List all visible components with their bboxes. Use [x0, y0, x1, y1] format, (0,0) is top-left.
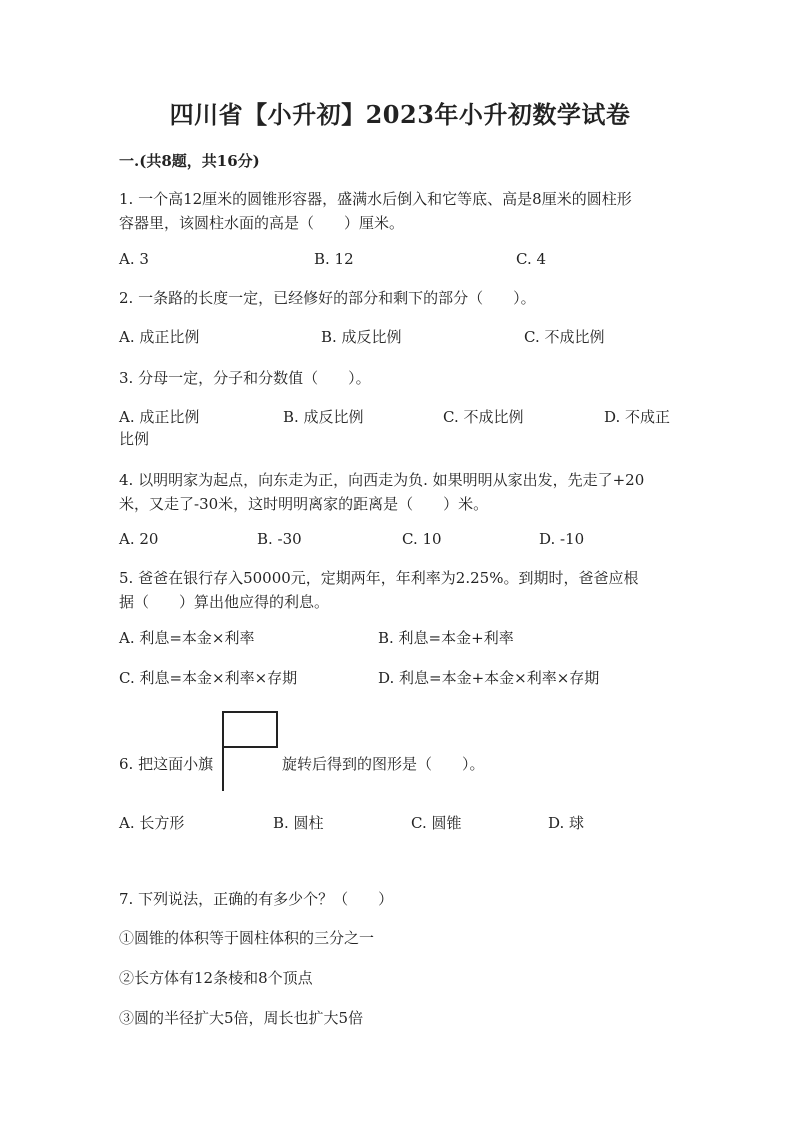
question-5 — [119, 566, 689, 614]
section-heading: 一.(共8题，共16分) — [119, 152, 260, 170]
q6-option-d: D. 球 — [548, 814, 585, 832]
q2-option-c: C. 不成比例 — [524, 328, 605, 346]
q2-option-a: A. 成正比例 — [119, 328, 200, 346]
question-6-prefix: 6. 把这面小旗 — [119, 755, 214, 773]
q1-option-b: B. 12 — [314, 250, 354, 268]
q3-option-b: B. 成反比例 — [283, 408, 364, 426]
q6-option-c: C. 圆锥 — [411, 814, 462, 832]
q4-option-a: A. 20 — [119, 530, 159, 548]
q4-option-c: C. 10 — [402, 530, 442, 548]
question-4-line-2: 米，又走了-30米，这时明明离家的距离是（ ）米。 — [119, 495, 489, 513]
question-1-line-2: 容器里，该圆柱水面的高是（ ）厘米。 — [119, 214, 405, 232]
question-1 — [119, 187, 689, 235]
question-2 — [119, 286, 689, 310]
flag-drawing — [221, 711, 281, 793]
q7-statement-1: ①圆锥的体积等于圆柱体积的三分之一 — [119, 929, 375, 947]
question-3-line-1: 3. 分母一定，分子和分数值（ ）。 — [119, 369, 371, 387]
q7-statement-2: ②长方体有12条棱和8个顶点 — [119, 969, 313, 987]
q1-option-c: C. 4 — [516, 250, 547, 268]
question-5-line-1: 5. 爸爸在银行存入50000元，定期两年，年利率为2.25%。到期时，爸爸应根 — [119, 569, 639, 587]
q5-option-d: D. 利息=本金+本金×利率×存期 — [378, 669, 600, 687]
q1-option-a: A. 3 — [119, 250, 149, 268]
q3-option-d: D. 不成正 — [604, 408, 671, 426]
page-title: 四川省【小升初】2023年小升初数学试卷 — [169, 100, 631, 129]
q2-option-b: B. 成反比例 — [321, 328, 402, 346]
question-6-suffix: 旋转后得到的图形是（ ）。 — [282, 755, 485, 773]
q6-option-b: B. 圆柱 — [273, 814, 324, 832]
flag-figure — [221, 711, 281, 793]
question-7 — [119, 887, 689, 911]
q3-option-a: A. 成正比例 — [119, 408, 200, 426]
q5-option-b: B. 利息=本金+利率 — [378, 629, 514, 647]
q3-option-d-continued: 比例 — [119, 430, 150, 448]
question-5-line-2: 据（ ）算出他应得的利息。 — [119, 593, 330, 611]
q7-statement-3: ③圆的半径扩大5倍，周长也扩大5倍 — [119, 1009, 364, 1027]
question-2-line-1: 2. 一条路的长度一定，已经修好的部分和剩下的部分（ ）。 — [119, 289, 536, 307]
q4-option-b: B. -30 — [257, 530, 302, 548]
q4-option-d: D. -10 — [539, 530, 585, 548]
q6-option-a: A. 长方形 — [119, 814, 185, 832]
q3-option-c: C. 不成比例 — [443, 408, 524, 426]
question-4 — [119, 468, 689, 516]
question-7-line-1: 7. 下列说法，正确的有多少个？（ ） — [119, 890, 394, 908]
q5-option-a: A. 利息=本金×利率 — [119, 629, 255, 647]
question-3 — [119, 366, 689, 390]
question-4-line-1: 4. 以明明家为起点，向东走为正，向西走为负. 如果明明从家出发，先走了+20 — [119, 471, 645, 489]
question-1-line-1: 1. 一个高12厘米的圆锥形容器，盛满水后倒入和它等底、高是8厘米的圆柱形 — [119, 190, 632, 208]
q5-option-c: C. 利息=本金×利率×存期 — [119, 669, 298, 687]
